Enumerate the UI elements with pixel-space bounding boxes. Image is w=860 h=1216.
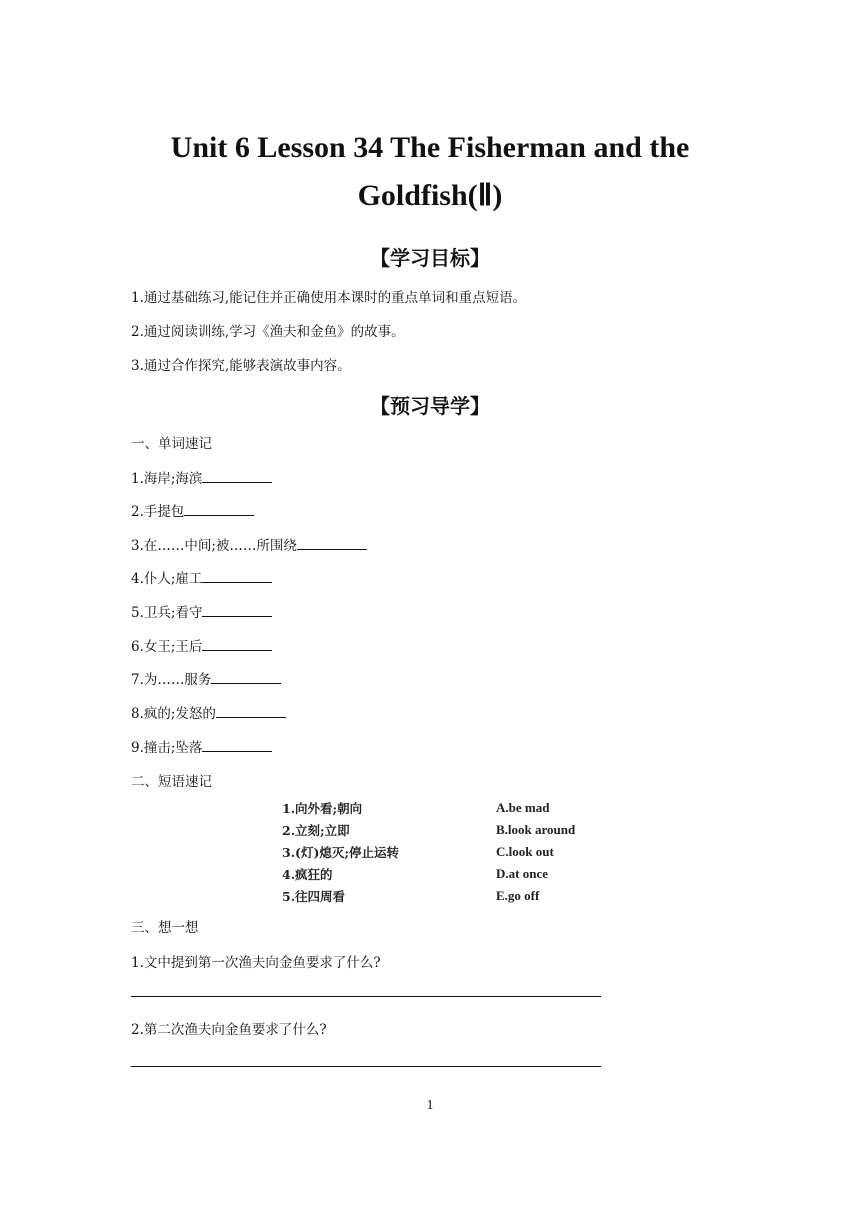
- match-left-item: 3.(灯)熄灭;停止运转: [282, 845, 399, 860]
- phrases-section-label: 二、短语速记: [131, 774, 212, 790]
- page-number: 1: [426, 1098, 434, 1113]
- vocabulary-item: 7.为……服务: [131, 668, 281, 688]
- match-row: [282, 885, 602, 907]
- match-left-item: 2.立刻;立即: [282, 823, 350, 838]
- vocabulary-section-label: 一、单词速记: [131, 436, 212, 452]
- vocabulary-item: 1.海岸;海滨: [131, 467, 272, 487]
- match-left-item: 4.疯狂的: [282, 867, 333, 882]
- answer-blank[interactable]: [202, 603, 272, 617]
- match-right-item: D.at once: [496, 866, 548, 881]
- match-right-item: A.be mad: [496, 800, 550, 815]
- think-section-label: 三、想一想: [131, 920, 199, 936]
- phrase-matching-table: [282, 797, 602, 907]
- objective-item: 1.通过基础练习,能记住并正确使用本课时的重点单词和重点短语。: [131, 290, 527, 306]
- objective-item: 2.通过阅读训练,学习《渔夫和金鱼》的故事。: [131, 324, 405, 340]
- objective-item: 3.通过合作探究,能够表演故事内容。: [131, 358, 351, 374]
- match-row: [282, 841, 602, 863]
- vocabulary-item: 3.在……中间;被……所围绕: [131, 534, 367, 554]
- question: 1.文中提到第一次渔夫向金鱼要求了什么?: [131, 955, 381, 971]
- match-left-item: 1.向外看;朝向: [282, 801, 363, 816]
- answer-blank[interactable]: [216, 704, 286, 718]
- match-row: [282, 863, 602, 885]
- vocabulary-item: 2.手提包: [131, 500, 254, 520]
- title-line-2: Goldfish(Ⅱ): [357, 179, 503, 212]
- answer-line[interactable]: [131, 1066, 601, 1067]
- match-row: [282, 819, 602, 841]
- match-right-item: E.go off: [496, 888, 540, 903]
- vocabulary-item: 8.疯的;发怒的: [131, 702, 286, 722]
- answer-blank[interactable]: [202, 469, 272, 483]
- answer-blank[interactable]: [202, 569, 272, 583]
- answer-blank[interactable]: [184, 502, 254, 516]
- match-right-item: B.look around: [496, 822, 576, 837]
- match-row: [282, 797, 602, 819]
- document-title: [100, 124, 760, 220]
- answer-blank[interactable]: [297, 536, 367, 550]
- vocabulary-item: 4.仆人;雇工: [131, 567, 272, 587]
- vocabulary-item: 5.卫兵;看守: [131, 601, 272, 621]
- vocabulary-item: 9.撞击;坠落: [131, 736, 272, 756]
- preview-heading: 【预习导学】: [370, 394, 490, 418]
- match-right-item: C.look out: [496, 844, 554, 859]
- match-left-item: 5.往四周看: [282, 889, 346, 904]
- objectives-heading: 【学习目标】: [370, 246, 490, 270]
- answer-blank[interactable]: [202, 637, 272, 651]
- answer-blank[interactable]: [202, 738, 272, 752]
- answer-line[interactable]: [131, 996, 601, 997]
- title-line-1: Unit 6 Lesson 34 The Fisherman and the: [170, 131, 690, 164]
- question: 2.第二次渔夫向金鱼要求了什么?: [131, 1022, 327, 1038]
- vocabulary-item: 6.女王;王后: [131, 635, 272, 655]
- answer-blank[interactable]: [211, 670, 281, 684]
